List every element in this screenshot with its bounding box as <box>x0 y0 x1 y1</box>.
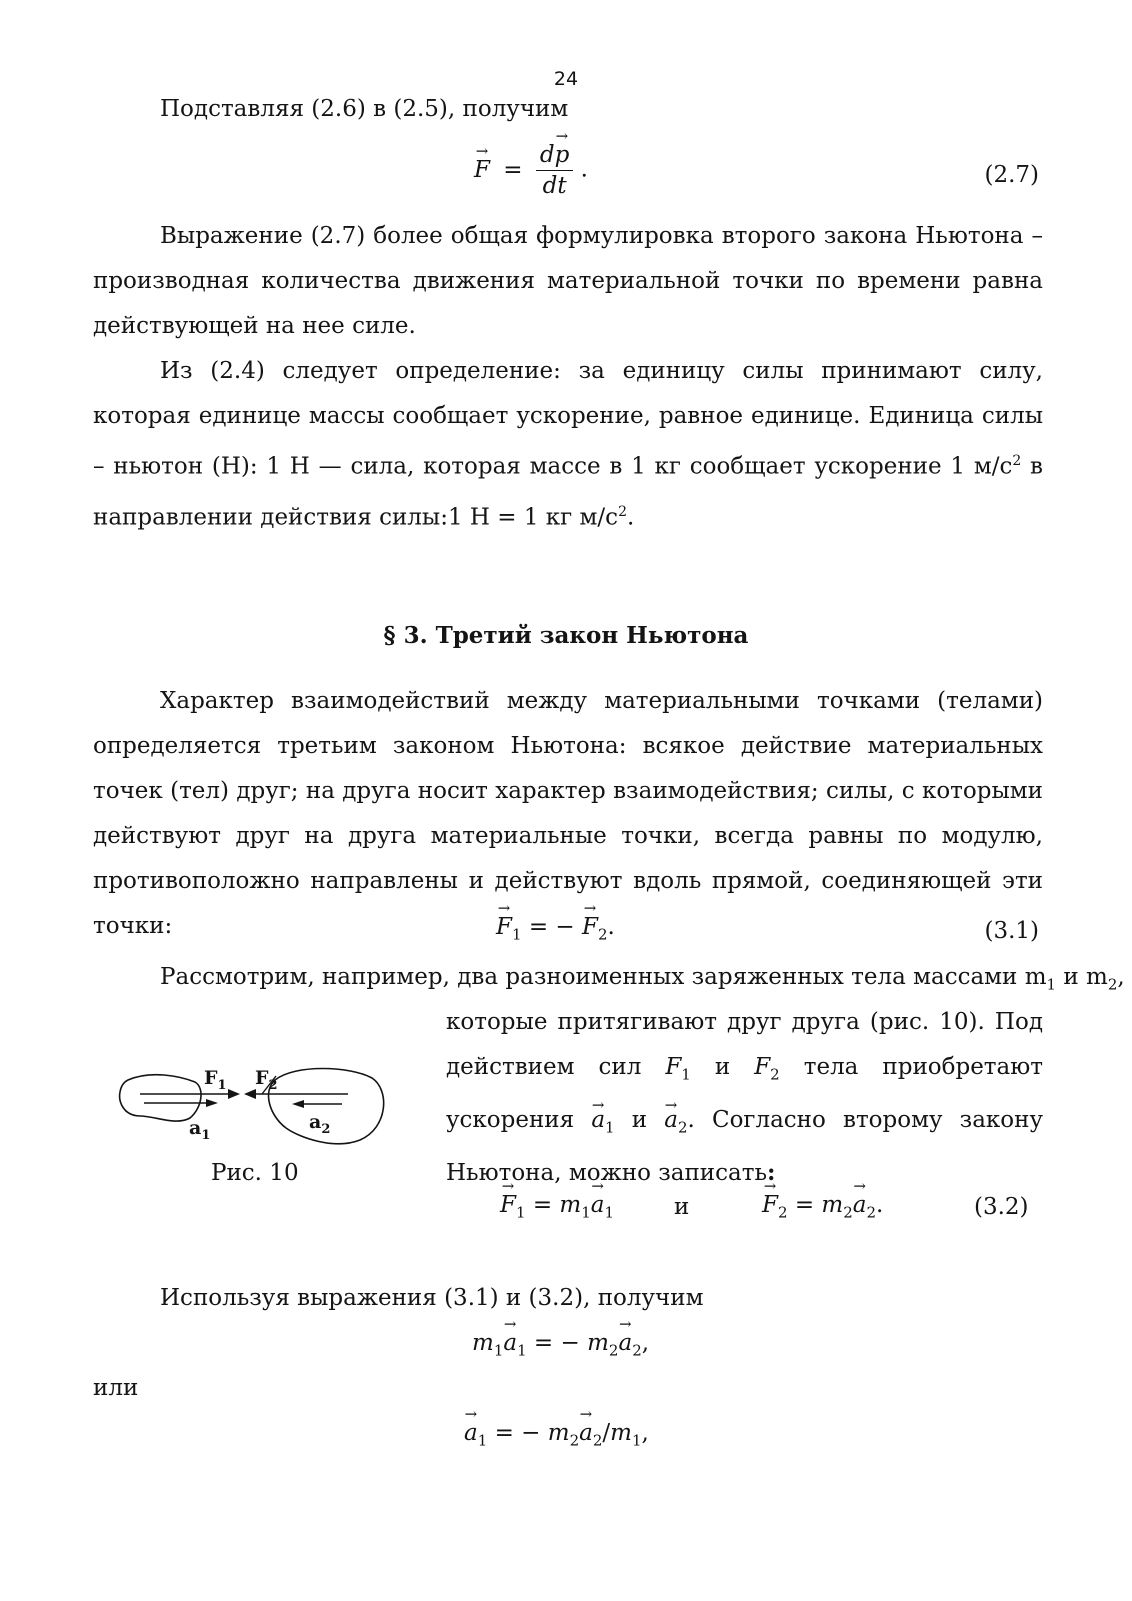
para4-line1-after: , <box>1117 964 1125 990</box>
para1-rest: производная количества движения материальной точки по времени равна действующей на нее силе. <box>93 268 1043 339</box>
eq32-left-eq: = <box>525 1192 560 1218</box>
para4-f2-sub: 2 <box>770 1065 780 1084</box>
eqlast-m2: m <box>547 1420 570 1446</box>
para4-m1-sub: 1 <box>1046 975 1057 994</box>
para4-col-before: которые притягивают друг друга (рис. 10). Под действием сил <box>446 1009 1043 1080</box>
eq32-right-asub: 2 <box>866 1203 877 1222</box>
eq27-trail: . <box>580 156 588 183</box>
eq32-right-msub: 2 <box>843 1203 853 1222</box>
para4-a1-sub: 1 <box>605 1118 615 1137</box>
para4-f2: F <box>754 1054 771 1080</box>
para4-column <box>446 1000 1043 1196</box>
or-word: или <box>93 1375 139 1401</box>
eq32-left-msub: 1 <box>581 1203 591 1222</box>
equation-3-2-left <box>500 1192 614 1222</box>
eqmid-m2: m <box>587 1330 609 1356</box>
eqlast-a2: → a <box>579 1420 593 1446</box>
equation-3-1 <box>496 914 615 944</box>
figure-label-f2: $F_2$ <box>255 1067 278 1093</box>
para4-line1-before: Рассмотрим, например, два разноименных заряженных тела массами m <box>160 964 1047 990</box>
para4-line1 <box>160 964 1125 994</box>
equation-3-2-right <box>762 1192 883 1222</box>
figure-label-a2: $a_2$ <box>309 1111 331 1137</box>
eq32-right-m: m <box>821 1192 844 1218</box>
eqmid-m1: m <box>472 1330 494 1356</box>
intro-line: Подставляя (2.6) в (2.5), получим <box>160 96 569 122</box>
para4-a2: → a <box>664 1098 678 1143</box>
eqlast-a1: → a <box>464 1420 478 1446</box>
para1-first: Выражение (2.7) более общая формулировка второго закона Ньютона – <box>160 223 1043 249</box>
eqlast-slash: / <box>602 1420 611 1446</box>
para4-colon: : <box>766 1159 776 1187</box>
eqmid-a2-sub: 2 <box>632 1341 642 1360</box>
paragraph-5: Используя выражения (3.1) и (3.2), получим <box>160 1285 704 1311</box>
para4-f1: F <box>665 1054 682 1080</box>
eq32-right-fsub: 2 <box>777 1203 788 1222</box>
f1-arrow-head <box>228 1089 240 1099</box>
para4-col-middle: тела приобретают ускорения <box>446 1054 1043 1133</box>
eqlast-a2-sub: 2 <box>592 1431 603 1450</box>
para4-f1-sub: 1 <box>681 1065 691 1084</box>
eq31-f1: → F <box>496 914 512 940</box>
eqlast-m1: m <box>610 1420 632 1446</box>
eq27-number: (2.7) <box>984 162 1039 188</box>
eq32-left-asub: 1 <box>604 1203 615 1222</box>
eq32-conjunction: и <box>674 1194 690 1220</box>
section-heading: § 3. Третий закон Ньютона <box>383 622 749 649</box>
eqmid-middle: = − <box>526 1330 580 1356</box>
para4-line1-middle: и m <box>1056 964 1108 990</box>
figure-label-f1: $F_1$ <box>204 1067 227 1093</box>
eq31-number: (3.1) <box>984 918 1039 944</box>
eq32-left-m: m <box>559 1192 582 1218</box>
equation-acceleration <box>464 1420 649 1450</box>
eqmid-m1-sub: 1 <box>493 1341 504 1360</box>
eq27-fraction <box>536 142 573 199</box>
a1-arrow-head <box>206 1099 218 1107</box>
eq31-sub2: 2 <box>597 925 608 944</box>
left-body-outline <box>120 1075 201 1121</box>
eqmid-m2-sub: 2 <box>608 1341 619 1360</box>
eqlast-middle: = − <box>487 1420 541 1446</box>
eqmid-a1-sub: 1 <box>517 1341 527 1360</box>
para4-m2-sub: 2 <box>1107 975 1118 994</box>
page-number: 24 <box>553 68 579 90</box>
eq31-f2: → F <box>582 914 598 940</box>
eq27-numerator: d→ p <box>536 142 573 171</box>
paragraph-2 <box>93 349 1043 540</box>
para2-text-after: . <box>626 504 635 531</box>
eq32-right-eq: = <box>787 1192 822 1218</box>
eq31-middle: = − <box>521 914 575 940</box>
a2-arrow-head <box>292 1100 304 1108</box>
equation-momentum-balance <box>472 1330 649 1360</box>
eq31-sub1: 1 <box>511 925 522 944</box>
equation-2-7 <box>474 142 588 199</box>
eqlast-trail: , <box>641 1420 649 1446</box>
eq27-equals: = <box>503 156 523 183</box>
para3-text: Характер взаимодействий между материальными точками (телами) определяется третьим законом Ньютона: всякое действие материальных точек (тел) друг; на друга носит характер взаимодействия; силы, с которыми действуют друг на друга материальные точки, всегда равны по модулю, противоположно направлены и действуют вдоль прямой, соединяющей эти точки: <box>93 688 1043 939</box>
eq32-trail: . <box>876 1192 884 1218</box>
para2-text-middle: в направлении действия силы:1 Н = 1 кг м/с <box>93 453 1044 531</box>
eqmid-a1: → a <box>503 1330 517 1356</box>
para2-text-before: Из (2.4) следует определение: за единицу силы принимают силу, которая единице массы сообщает ускорение, равное единице. Единица силы – ньютон (Н): 1 Н — сила, которая массе в 1 кг сообщает ускорение 1 м/с <box>93 358 1043 480</box>
eq32-left-f: → F <box>500 1192 516 1218</box>
figure-label-a1: $a_1$ <box>189 1117 211 1143</box>
para4-a1: → a <box>591 1098 605 1143</box>
eq27-denominator: dt <box>542 173 567 199</box>
para4-and2: и <box>614 1106 665 1133</box>
eqlast-a1-sub: 1 <box>477 1431 488 1450</box>
para2-sup1: 2 <box>1012 453 1022 469</box>
eq32-number: (3.2) <box>974 1194 1029 1220</box>
eqlast-m2-sub: 2 <box>569 1431 580 1450</box>
eqlast-m1-sub: 1 <box>631 1431 642 1450</box>
eq31-trail: . <box>607 914 615 940</box>
eq32-right-a: → a <box>853 1192 867 1218</box>
eq27-numerator-vector: → p <box>555 142 570 168</box>
eqmid-trail: , <box>641 1330 650 1356</box>
figure-caption: Рис. 10 <box>211 1160 299 1186</box>
eq32-right-f: → F <box>762 1192 778 1218</box>
eqmid-a2: → a <box>618 1330 632 1356</box>
eq32-left-fsub: 1 <box>515 1203 526 1222</box>
paragraph-3 <box>93 679 1043 949</box>
para4-and1: и <box>690 1054 755 1080</box>
para4-col-after: . Согласно второму закону Ньютона, можно записать <box>446 1106 1044 1187</box>
paragraph-1 <box>93 214 1043 349</box>
eq32-left-a: → a <box>591 1192 605 1218</box>
para2-sup2: 2 <box>618 503 627 520</box>
para4-a2-sub: 2 <box>677 1118 688 1137</box>
eq27-lhs: → F <box>474 157 490 183</box>
